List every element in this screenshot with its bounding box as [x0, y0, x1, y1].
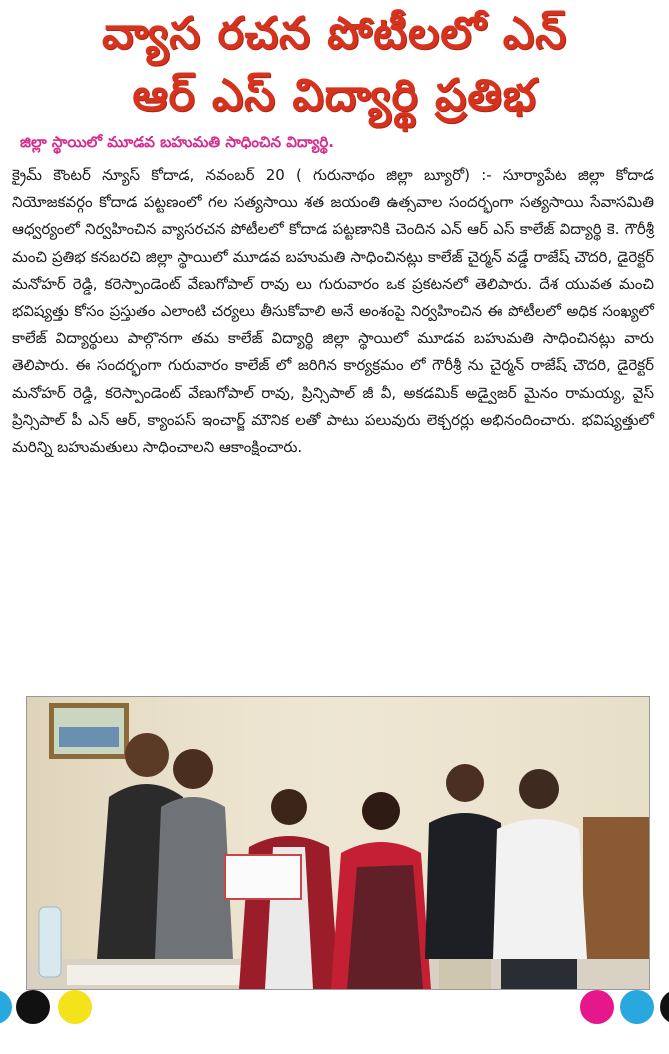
- cyan-mark-icon: [0, 990, 12, 1024]
- headline-line-1: వ్యాస రచన పోటీలలో ఎన్: [102, 8, 567, 59]
- headline-line-2: ఆర్ ఎస్ విద్యార్థి ప్రతిభ: [132, 70, 537, 121]
- black-mark-icon: [16, 990, 50, 1024]
- print-registration-marks-right: [560, 990, 669, 1026]
- black-mark-icon: [660, 990, 669, 1024]
- group-photo-icon: [27, 697, 649, 989]
- article-paragraph: క్రైమ్ కౌంటర్ న్యూస్ కోదాడ, నవంబర్ 20 ( గురునాథం జిల్లా బ్యూరో) :- సూర్యాపేట జిల్లా కోదాడ నియోజకవర్గం కోదాడ పట్టణంలో గల సత్యసాయి శత జయంతి ఉత్సవాల సందర్భంగా సత్యసాయి సేవాసమితి ఆధ్వర్యంలో నిర్వహించిన వ్యాసరచన పోటీలలో కోదాడ పట్టణానికి చెందిన ఎన్ ఆర్ ఎస్ కాలేజ్ విద్యార్థి కె. గౌరీశ్రీ మంచి ప్రతిభ కనబరచి జిల్లా స్థాయిలో మూడవ బహుమతి సాధించినట్లు కాలేజ్ చైర్మన్ వడ్డే రాజేష్ చౌదరి, డైరెక్టర్ మనోహర్ రెడ్డి, కరెస్పాండెంట్ వేణుగోపాల్ రావు లు గురువారం ఒక ప్రకటనలో తెలిపారు. దేశ యువత మంచి భవిష్యత్తు కోసం ప్రస్తుతం ఎలాంటి చర్యలు తీసుకోవాలి అనే అంశంపై నిర్వహించిన ఈ పోటీలలో అధిక సంఖ్యలో కాలేజ్ విద్యార్థులు పాల్గొనగా తమ కాలేజ్ విద్యార్థి జిల్లా స్థాయిలో మూడవ బహుమతి సాధించినట్లు వారు తెలిపారు. ఈ సందర్భంగా గురువారం కాలేజ్ లో జరిగిన కార్యక్రమం లో గౌరీశ్రీ ను చైర్మన్ రాజేష్ చౌదరి, డైరెక్టర్ మనోహర్ రెడ్డి, కరెస్పాండెంట్ వేణుగోపాల్ రావు, ప్రిన్సిపాల్ జీ వీ, అకడమిక్ అడ్వైజర్ మైనం రామయ్య, వైస్ ప్రిన్సిపాల్ పీ ఎన్ ఆర్, క్యాంపస్ ఇంచార్జ్ మౌనిక లతో పాటు పలువురు లెక్చరర్లు అభినందించారు. భవిష్యత్తులో మరిన్ని బహుమతులు సాధించాలని ఆకాంక్షించారు.: [12, 166, 654, 457]
- news-photo: [26, 696, 650, 990]
- yellow-mark-icon: [58, 990, 92, 1024]
- magenta-mark-icon: [580, 990, 614, 1024]
- article-body: [12, 162, 654, 461]
- print-registration-marks-left: [0, 990, 120, 1026]
- subheadline: జిల్లా స్థాయిలో మూడవ బహుమతి సాధించిన విద్యార్థి.: [20, 133, 334, 151]
- cyan-mark-icon: [620, 990, 654, 1024]
